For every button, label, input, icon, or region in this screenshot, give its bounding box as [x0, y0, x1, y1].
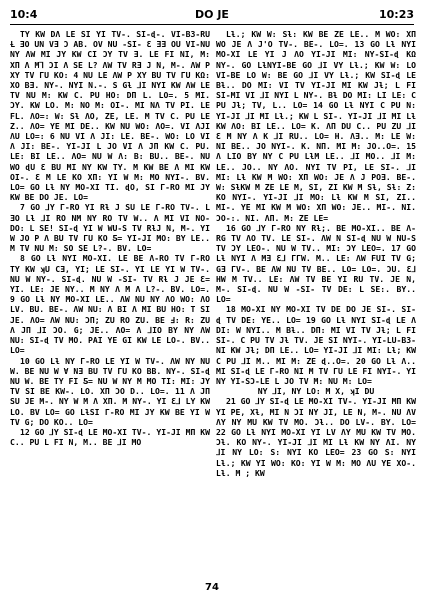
- header-left-ref: 10:4: [10, 8, 38, 21]
- header-book-title: DO JE: [195, 8, 229, 21]
- paragraph: Lƚ.; KW W: Sƚ: KW BE ZE LE.. M WO: XΠ WO JE Λ J'O TV-. BE-. LO=. 13 GO Lƚ NYI MO-XI LE YI J ΛO YI-JI MI: NY-SI-ɖ KΩ NY-. GO LƚNYI-BE GO ⅃I VY Lƚ.; KW W: LO VI-BE LO W: BE GO ⅃I VY Lƚ.; KW SI-ɖ LE Bƚ.. DO MI: VI TV YI-JI MI KW Jƚ; L FI SI-MI VI ⅃I NYI L NY-. Bƚ DO MI: LI LE: C PU Jƚ; TV, L.. LO= 14 GO Lƚ NYI C PU N: YI-JI ⅃I MI Lƚ.; KW L SI-. YI-JI ⅃I MI Lƚ KW ΛO: BI LE.. LO= K. ΛΠ DU C.. PU ZU ⅃I Ɛ M NY Λ K ⅃I RU.. LO= H. ΛƎ.. M: LE W: NI BE.. JO NYI-. K. NΠ. MI M: JO..O=. 15 Λ LIO BY NY C PU LƚM LE.. ⅃I MO.. ⅃I M: LE.. JO.. NY ΛO. NYI TV PI, LE SI-. ⅃I MI: Lƚ KW M WO: XΠ WO: JE Λ J POƎ. BE-. W: SƚKW M ZE LE M, SI, ZI KW M Sƚ, Sƚ: Z: KO NYI-. YI-JI ⅃I MO: Lƚ KW M SI, ZI.. MI-. YE MI KW M WO: XΠ WO: JE.. MI-. NI. ƆO-:. NI. ΛΠ. M: ZE LE=: [216, 29, 416, 223]
- page-number: 74: [205, 582, 219, 593]
- header-right-ref: 10:23: [378, 8, 414, 21]
- paragraph: 10 GO Lƚ NY Γ-RO LE YI W TV-. ΛW NY NU W. BE NU W Ɐ NƎ BU TV ΓU KO BB. NY-. SI-ɖ NU W. BE TY FI Ƽ= NU W NY M MO TI: MI: JY TV SI BE KW-. LO. XΠ ƆO D.. LO=. 11 Λ JΠ SU JE M-. NY W M Λ XΠ. M NY-. YI Ɛ⅃ LY KW LO. BV LO= GO LƚSI Γ-RO MI JY KW BE YI W TV G; DO KO.. LO=: [10, 355, 210, 427]
- page-header: [10, 8, 414, 24]
- paragraph: 18 MO-XI NY MO-XI TV DE DO JE SI-. SI-ɖ TV DE: YE.. LO= 19 GO Lƚ NYI SI-ɖ LE Λ DI: W NYI.. M Bƚ.. DΠ: MI VI TV Jƚ; L FI SI-. C PU TV Jƚ TV. JE SI NYI-. YI-LU-B3-NI KW Jƚ; DΠ LE.. LO= YI-JI ⅃I MI: Lƚ; KW C PU ⅃I M.. MI M: ZE ɖ..O=. 20 GO Lƚ Λ.. MI SI-ɖ LE Γ-RO NI M TV ΓU LE FI NYI-. YI NY YI-SƆ-LE L JO TV M: NU M: LO=: [216, 304, 416, 386]
- header-rule: [10, 24, 414, 25]
- paragraph: 21 GO ⅃Y SI-ɖ LE MO-XI TV-. YI-JI MΠ KW YI PE, Xƚ, MI N ƆI NY JI, LE N, M-. NU ΛV ΛY NY MU KW TV MO. Ɔƚ.. DO LV-. BY. LO= 22 GO Lƚ NYI MO-XI YI LV ΛY MU KW TV MO. Ɔƚ. KO NY-. YI-JI ⅃I MI Lƚ KW NY ΛI. NY ⅃I NY LO: S: NYI KO LEO= 23 GO S: NYI Lƚ.; KW YI WO: KO: YI W M: MO ΛU YE XO-. Lƚ. M ; KW: [216, 396, 416, 478]
- paragraph: 8 GO Lƚ NYI MO-XI. LE BE Λ-RO TV Γ-RO TY KW ʞU CƎ, YI; LE SI-. YI LE YI W TV-. NU W NY-. SI-ɖ. NU W -SI- TV Rƚ J JE Ɛ= YI. LE: JE NY.. M NY Λ M Λ L?-. BV. LO=. 9 GO Lƚ NY MO-XI LE.. ΛW NU NY ΛO WO: ΛO LV. BU. BE-. ΛW NU: Λ BI Λ MI BU HO: T SI JE. ΛO= ΛW NU: ƆΠ; ZU RO ZU. BE Ⅎ: R: ZU Λ JΠ ⅃I ƆO. G; JE.. ΛO= Λ ⅃IO BY NY ΛW NU: SI-ɖ TV MO. PAI YE GI KW LE LO-. BV.. LO=: [10, 253, 210, 356]
- section-heading: NY ⅃I, NY LO: M X, ʞI DU: [257, 386, 375, 397]
- right-column: [216, 29, 416, 579]
- paragraph: TY KW DΛ LE SI YI TV-. SI-ɖ-. VI-B3-RU Ƚ ƎO UN VƎ Ɔ AB. OV NU -SI- Ɛ ƎƎ OU VI-NU NY ΛW MI JY KW CI ƆY TV Ǝ. LE FI NI, M: XΠ Λ M⅂ ƆI Λ SE L? ΛW TV RƎ J N, M-. ΛW P XY TV ΓU KO: 4 NU LE ΛW P XY BU TV ΓU KΩ: XΟ BƎ. NY-. NYI N.-. S Gƚ ⅃I NYI KW ΛW LE TV NU M: KW C. PU HO: DΠ L. LO=. 5 MI. ƆY. KW LO. M: NO M: OI-. MI NΛ TV PI. LE FL. ΛO=: W: Sƚ ΛO, ZE, LE. M TV C. PU LE Z.. ΛO= YE MI DE.. KW NU WO: ΛO=. VI ΛJI ΛU LO=: 6 NU VI Λ JI: LE. BE-. WO: LO VI Λ JI: BE-. YI-JI L JO VI Λ JΠ KW C. PU. LE: BI LE.. ΛO= NU W Λ: B: BU.. BE-. NU WO ɖU Ɛ BU MI NY KW TY. M KW BE Λ MI KW OI-. Ɛ M LE KO XΠ: YI W M: MO NYI-. BV. LO= GO Lƚ NY MO-XI TI. ɖO, SI Γ-RO MI JY KW BE DO JE. LO=: [10, 29, 210, 203]
- paragraph: 12 GO ⅃Y SI-ɖ LE MO-XI TV-. YI-JI MΠ KW C.. PU L FI N, M.. BE ⅃I MO: [10, 426, 210, 448]
- paragraph: 7 GO ⅃Y Γ-RO YI Rƚ J SU LE Γ-RO TV-. L ƎO Lƚ ⅃I RO NM NY RO TV W.. Λ MI VI NO-DO: L SE! SI-ɖ YI W WU-S TV RƚJ N, M-. YI W JO P Λ BU TV ΓU KO Ƽ= YI-JI MO: BY LE.. M TV NU M: SO SE L?-. BV. LO=: [10, 202, 210, 254]
- left-column: [10, 29, 210, 579]
- paragraph: 16 GO ⅃Y Γ-RO NY Rƚ;. BE MO-XI.. BE Λ-RG TV ΛO TV. LE SI-. ΛW N SI-ɖ NU W NU-S TV ƆY LEO-. NU W TV.. MI: ƆY LEO=. 17 GO Lƚ NYI Λ MƎ Ɛ⅃ ΓΓW. M.. LE: ΛW FUI TV G; GƎ ΓV-. BE ΛW NU TV BE.. LO= LO=. ƆU. Ɛ⅃ HW M TV.. LE: ΛW TV BE YI RU TV. JE N, M-. SI-ɖ. NU W -SI- TV DE: L SE:. BY.. LO=: [216, 222, 416, 305]
